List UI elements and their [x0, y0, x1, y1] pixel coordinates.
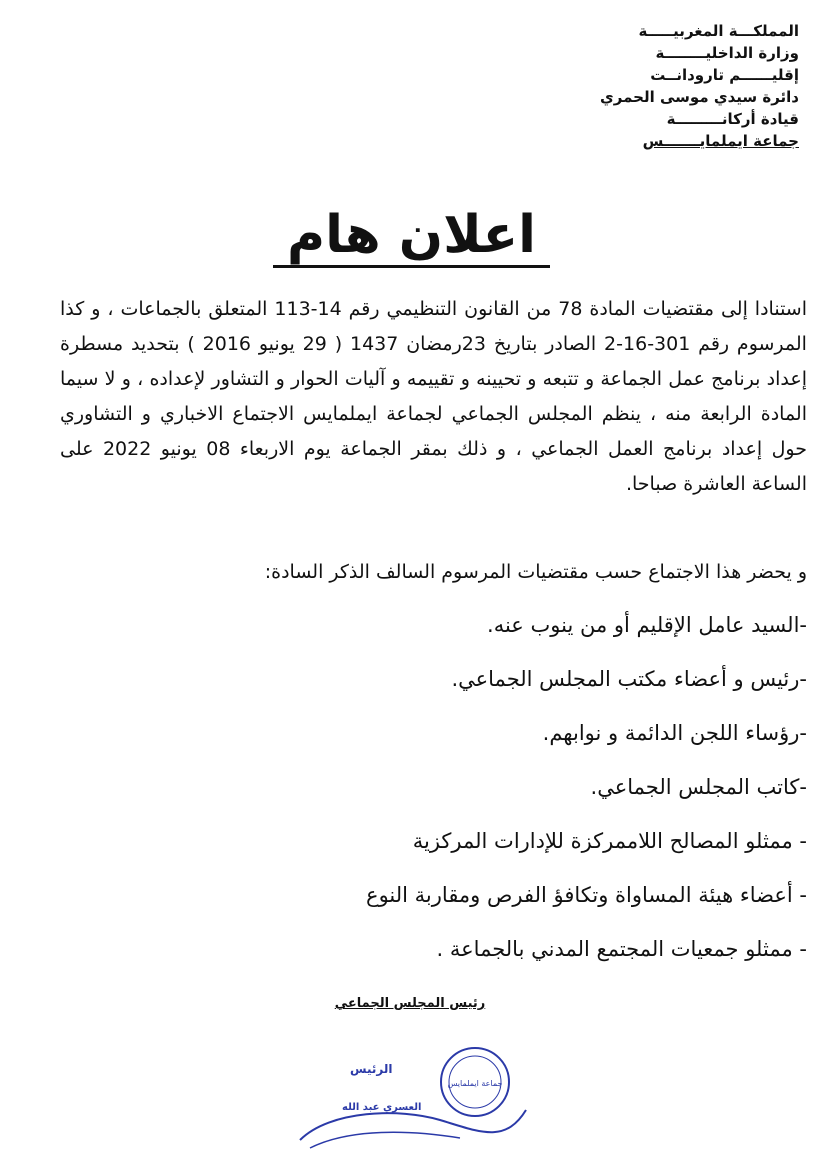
attendee-item: - ممثلو جمعيات المجتمع المدني بالجماعة .	[436, 937, 807, 961]
administrative-header	[559, 20, 799, 152]
attendee-item: - أعضاء هيئة المساواة وتكافؤ الفرص ومقاربة النوع	[366, 883, 807, 907]
handwritten-signature-loop	[310, 1132, 460, 1148]
header-line-circle: دائرة سيدي موسى الحمري	[600, 88, 799, 106]
announcement-title-text: اعلان هام	[273, 205, 550, 268]
signature-stamp-graphic	[290, 1040, 530, 1160]
attendance-intro: و يحضر هذا الاجتماع حسب مقتضيات المرسوم السالف الذكر السادة:	[264, 561, 807, 583]
announcement-paragraph: استنادا إلى مقتضيات المادة 78 من القانون التنظيمي رقم 14-113 المتعلق بالجماعات ، و كذا المرسوم رقم 301-16-2 الصادر بتاريخ 23رمضان 1437 ( 29 يونيو 2016 ) بتحديد مسطرة إعداد برنامج عمل الجماعة و تتبعه و تحيينه و تقييمه و آليات الحوار و التشاور لإعداده ، و لا سيما المادة الرابعة منه ، ينظم المجلس الجماعي لجماعة ايملمايس الاجتماع الاخباري و التشاوري حول إعداد برنامج العمل الجماعي ، و ذلك بمقر الجماعة يوم الاربعاء 08 يونيو 2022 على الساعة العاشرة صباحا.	[60, 298, 808, 495]
header-line-caidat: قيادة أركانـــــــــة	[666, 110, 799, 128]
handwritten-signature-stroke	[300, 1110, 526, 1140]
attendee-item: -كاتب المجلس الجماعي.	[590, 775, 807, 799]
signature-title-text: الرئيس	[350, 1062, 393, 1076]
attendee-item: - ممثلو المصالح اللاممركزة للإدارات المركزية	[412, 829, 807, 853]
announcement-title	[0, 200, 823, 270]
signature-name-text: العسري عبد الله	[342, 1102, 422, 1113]
header-line-commune: جماعة ايملمايـــــــس	[642, 132, 799, 150]
header-line-ministry: وزارة الداخليــــــــة	[655, 44, 799, 62]
attendee-item: -رئيس و أعضاء مكتب المجلس الجماعي.	[451, 667, 807, 691]
header-line-province: إقليــــــم تارودانــت	[650, 66, 799, 84]
header-line-kingdom: المملكـــة المغربيـــــة	[638, 22, 799, 40]
signature-stamp	[290, 1040, 530, 1160]
attendee-item: -رؤساء اللجن الدائمة و نوابهم.	[542, 721, 807, 745]
signer-title: رئيس المجلس الجماعي	[334, 996, 486, 1011]
seal-text: جماعة ايملمايس	[447, 1079, 503, 1088]
attendee-item: -السيد عامل الإقليم أو من ينوب عنه.	[487, 613, 807, 637]
attendees-list	[60, 608, 807, 986]
